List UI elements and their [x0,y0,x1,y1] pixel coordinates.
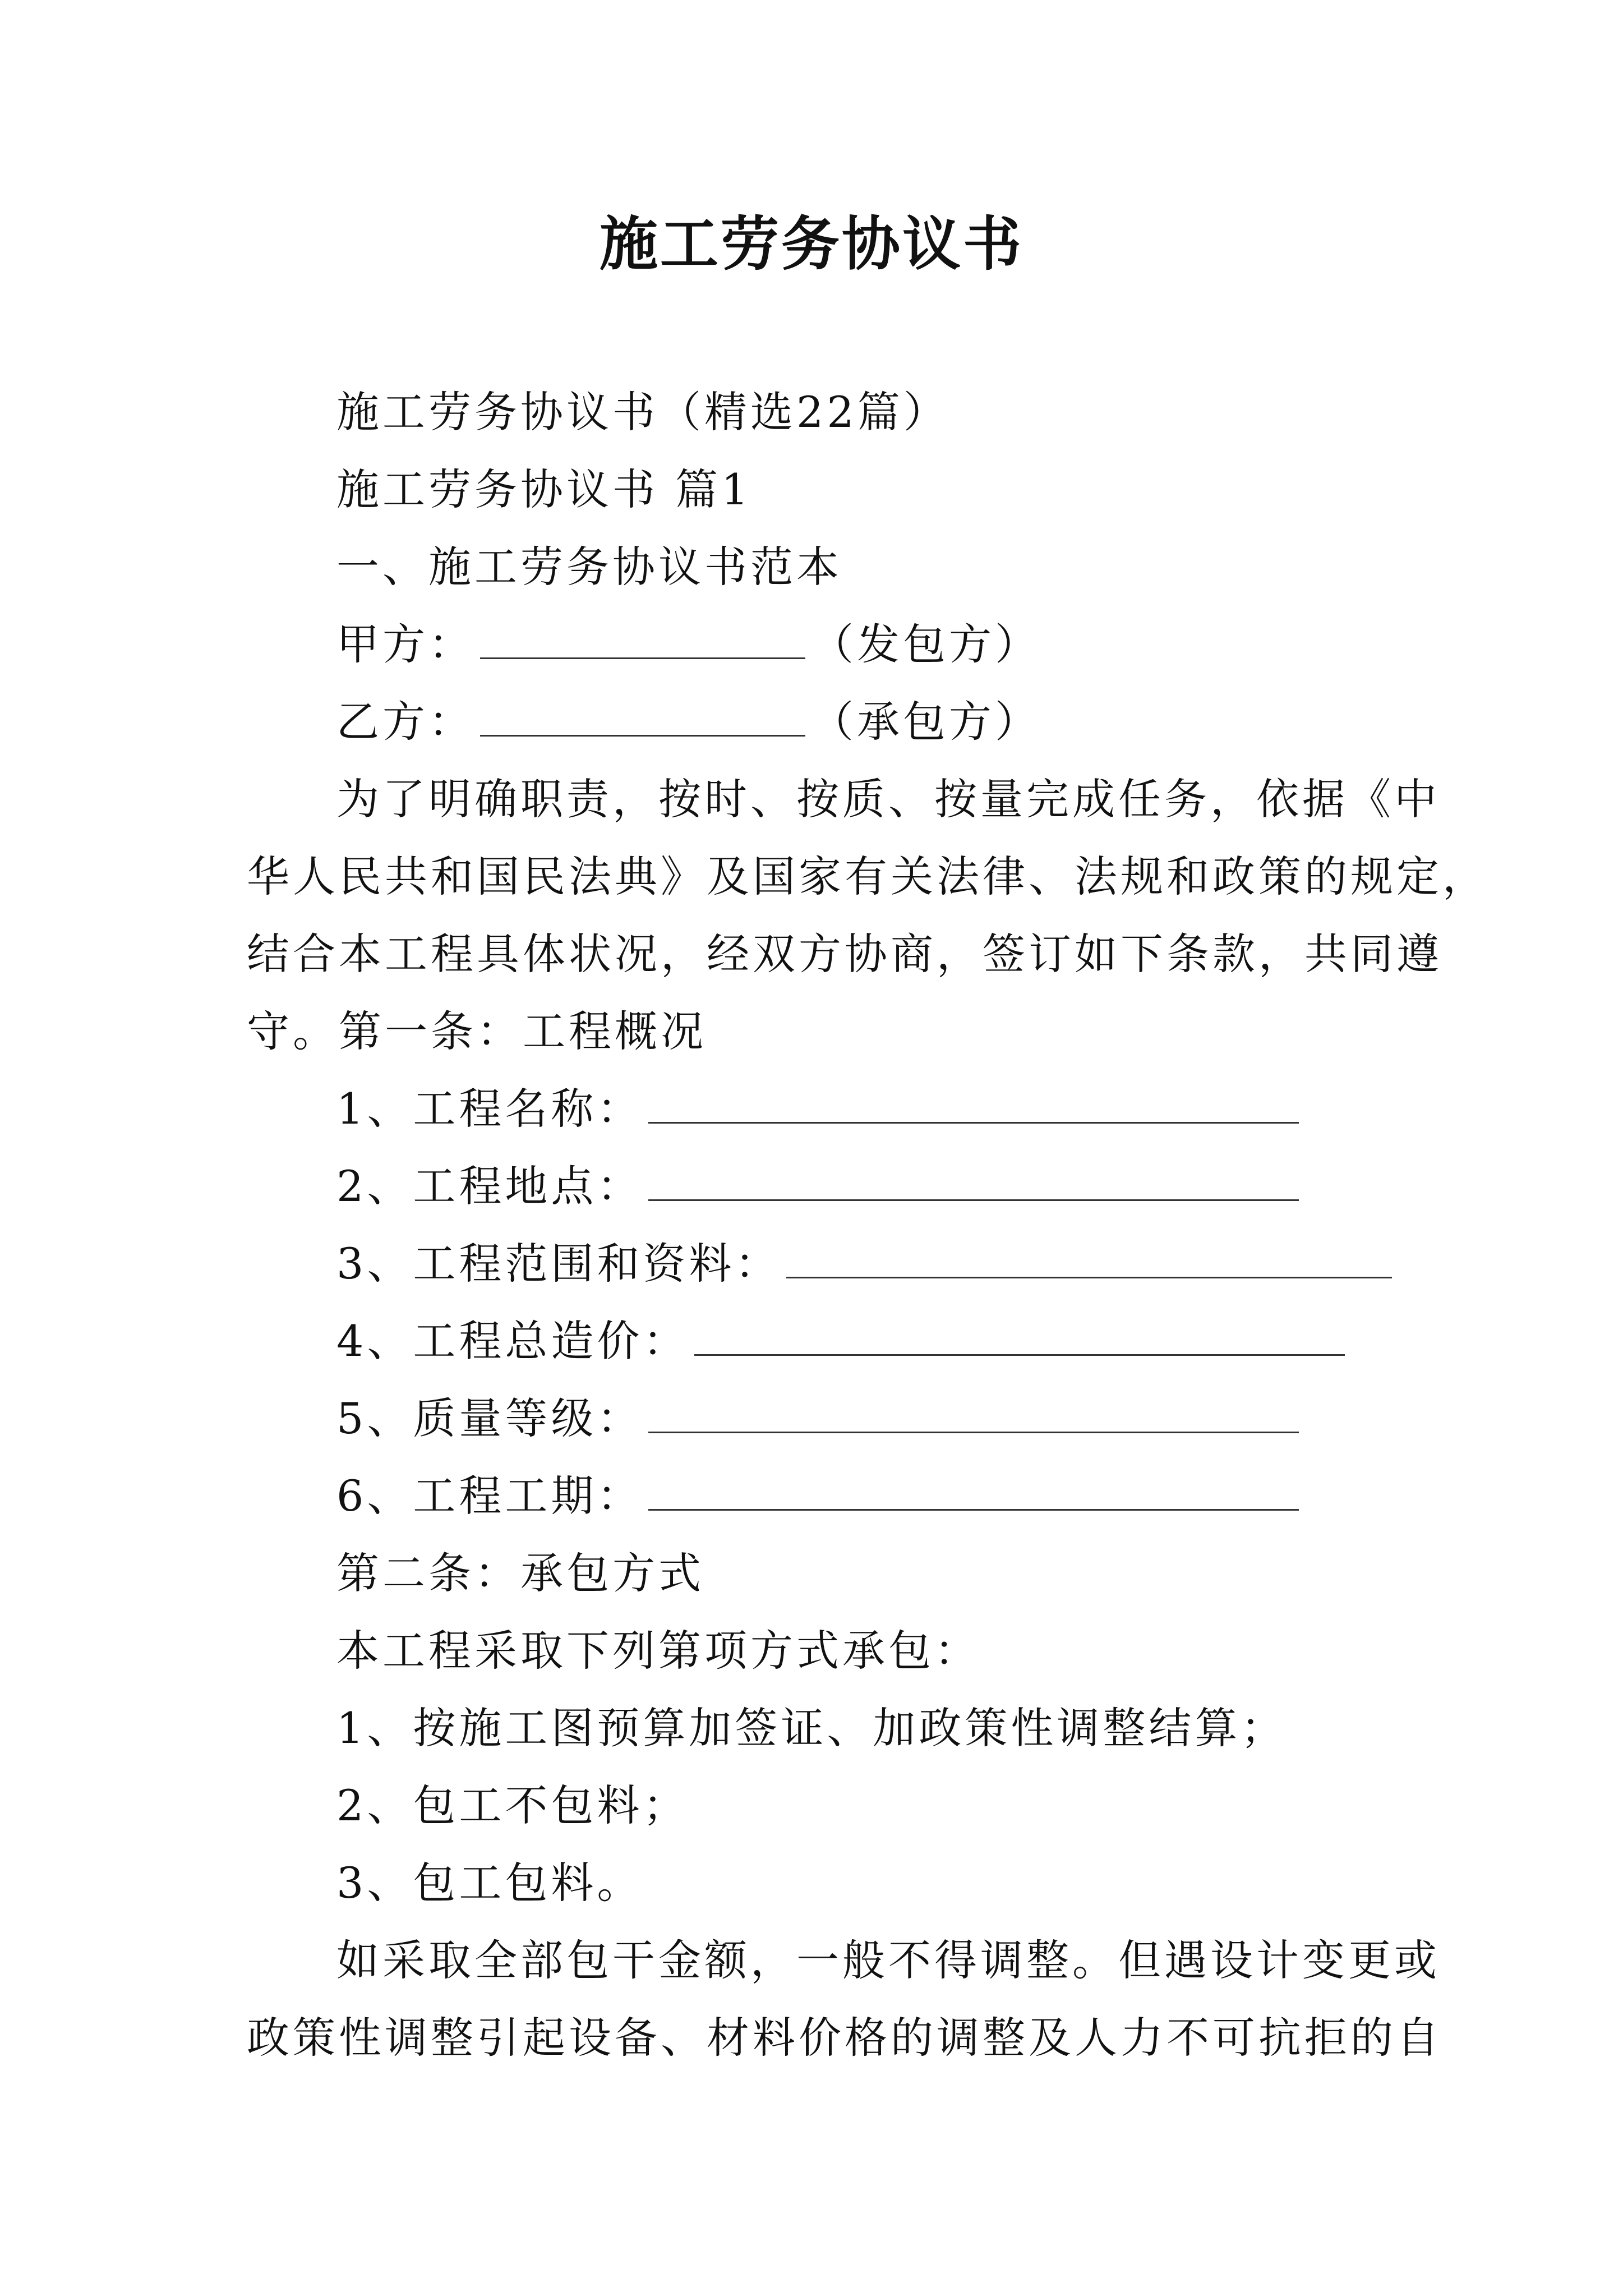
party-a-suffix: （发包方） [811,619,1041,669]
part-heading: 一、施工劳务协议书范本 [336,542,842,592]
project-item-label: 1、工程名称： [336,1084,643,1134]
party-a-line [247,614,1385,675]
project-item-name [247,1078,1385,1140]
project-item-label: 4、工程总造价： [336,1316,689,1366]
project-scope-blank[interactable] [786,1240,1392,1278]
project-item-duration [247,1465,1385,1527]
party-b-blank[interactable] [480,698,805,737]
project-cost-blank[interactable] [694,1317,1345,1356]
article2-heading: 第二条：承包方式 [336,1548,704,1598]
method-item: 1、按施工图预算加签证、加政策性调整结算； [336,1703,1287,1753]
project-item-quality [247,1388,1385,1450]
document-subtitle: 施工劳务协议书（精选22篇） [336,387,949,437]
intro-line: 华人民共和国民法典》及国家有关法律、法规和政策的规定， [247,852,1488,901]
project-quality-blank[interactable] [648,1395,1299,1433]
project-duration-blank[interactable] [648,1472,1299,1511]
party-a-label: 甲方： [336,619,474,669]
intro-line: 守。第一条：工程概况 [247,1006,707,1056]
intro-line: 为了明确职责，按时、按质、按量完成任务，依据《中 [336,774,1440,824]
party-b-line [247,691,1385,753]
project-item-label: 5、质量等级： [336,1393,643,1443]
method-item: 3、包工包料。 [336,1858,643,1908]
project-item-label: 3、工程范围和资料： [336,1239,781,1289]
project-item-cost [247,1310,1385,1372]
project-item-location [247,1156,1385,1217]
method-item: 2、包工不包料； [336,1780,689,1830]
project-item-scope [247,1233,1385,1295]
party-b-suffix: （承包方） [811,697,1041,747]
project-name-blank[interactable] [648,1085,1299,1124]
party-a-blank[interactable] [480,620,805,659]
party-b-label: 乙方： [336,697,474,747]
project-item-label: 6、工程工期： [336,1471,643,1521]
project-item-label: 2、工程地点： [336,1161,643,1211]
project-location-blank[interactable] [648,1162,1299,1201]
document-title: 施工劳务协议书 [599,209,1023,278]
closing-line: 如采取全部包干金额，一般不得调整。但遇设计变更或 [336,1935,1440,1985]
section-heading: 施工劳务协议书 篇1 [336,464,752,514]
article2-intro: 本工程采取下列第项方式承包： [336,1626,980,1676]
intro-line: 结合本工程具体状况，经双方协商，签订如下条款，共同遵 [247,929,1442,979]
closing-line: 政策性调整引起设备、材料价格的调整及人力不可抗拒的自 [247,2013,1442,2063]
